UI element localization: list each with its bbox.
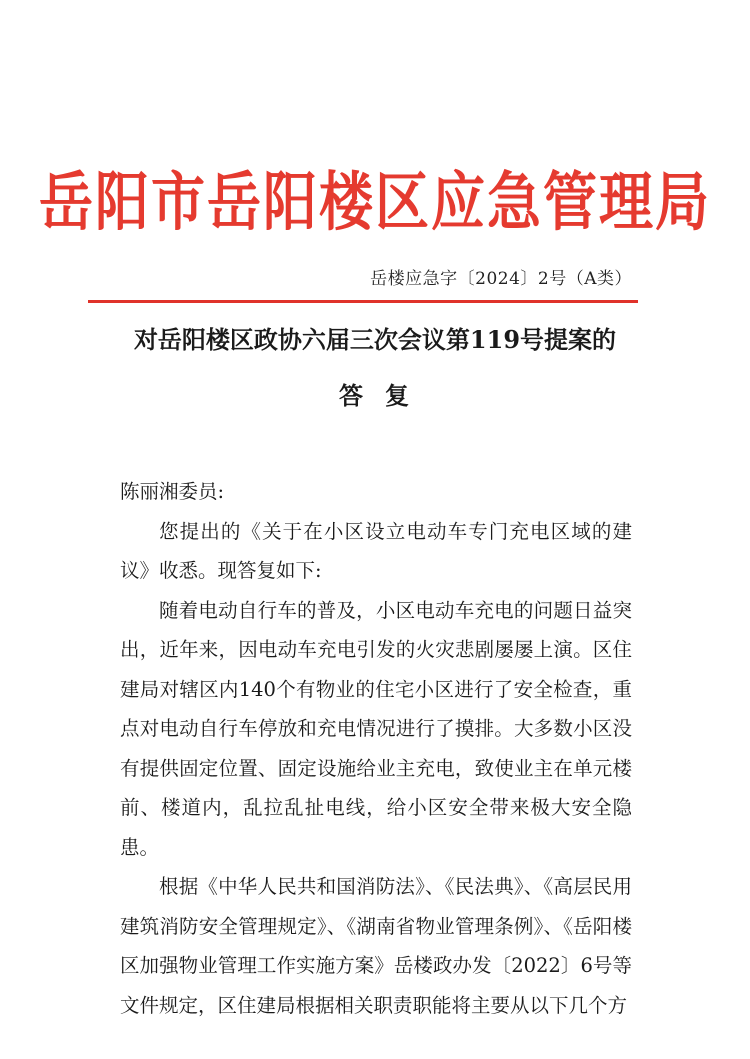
body-paragraph-1: 您提出的《关于在小区设立电动车专门充电区域的建议》收悉。现答复如下: — [120, 519, 632, 582]
salutation: 陈丽湘委员: — [120, 480, 225, 503]
document-subtitle: 答复 — [339, 381, 431, 410]
letter-body — [120, 472, 632, 1025]
body-paragraph-3: 根据《中华人民共和国消防法》、《民法典》、《高层民用建筑消防安全管理规定》、《湖南省物业管理条例》、《岳阳楼区加强物业管理工作实施方案》岳楼政办发〔2022〕6号等文件规定，区住建局根据相关职责职能将主要从以下几个方 — [120, 875, 632, 1017]
document-title: 对岳阳楼区政协六届三次会议第119号提案的 — [133, 325, 617, 354]
letterhead-org-name: 岳阳市岳阳楼区应急管理局 — [39, 165, 711, 240]
document-number: 岳楼应急字〔2024〕2号（A类） — [370, 269, 632, 289]
body-paragraph-2: 随着电动自行车的普及，小区电动车充电的问题日益突出，近年来，因电动车充电引发的火灾悲剧屡屡上演。区住建局对辖区内140个有物业的住宅小区进行了安全检查，重点对电动自行车停放和充电情况进行了摸排。大多数小区没有提供固定位置、固定设施给业主充电，致使业主在单元楼前、楼道内，乱拉乱扯电线，给小区安全带来极大安全隐患。 — [120, 598, 632, 859]
letterhead-red-rule — [88, 300, 638, 303]
